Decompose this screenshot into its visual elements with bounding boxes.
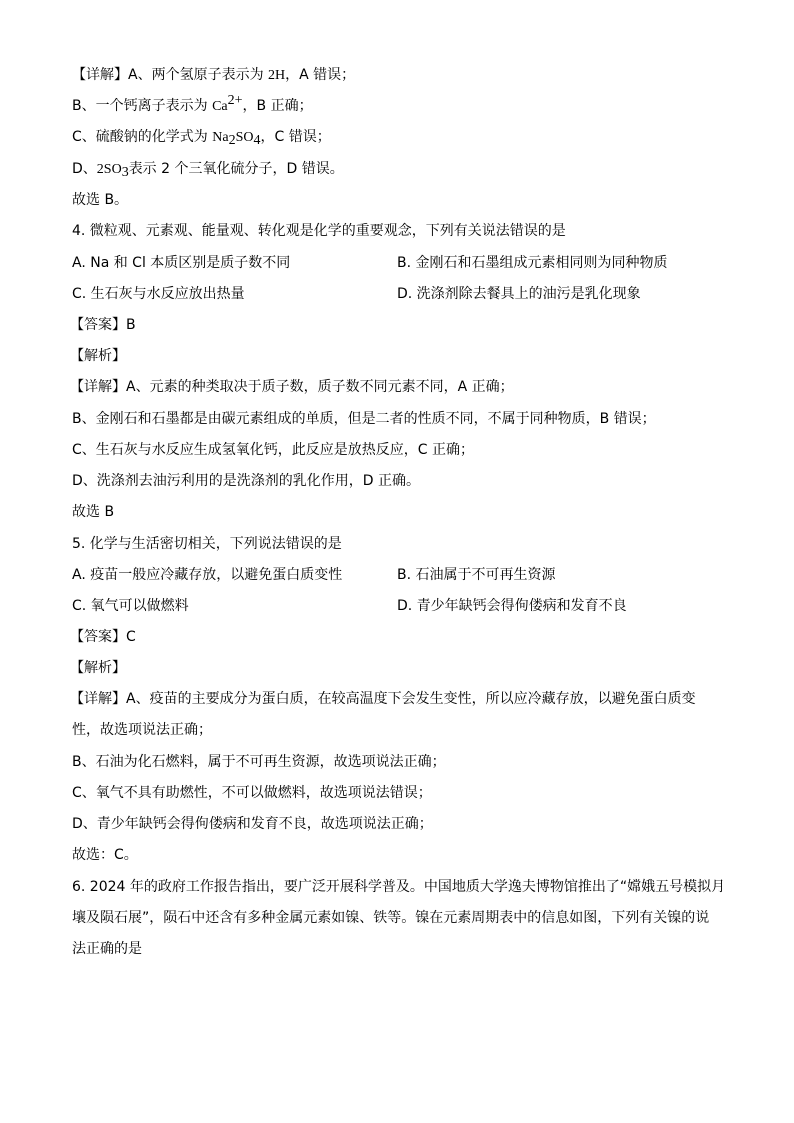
q4-options-row-2 xyxy=(72,284,732,304)
q4-option-c: C. 生石灰与水反应放出热量 xyxy=(72,286,245,302)
text: C、硫酸钠的化学式为 xyxy=(72,129,213,145)
q4-option-a: A. Na 和 Cl 本质区别是质子数不同 xyxy=(72,255,291,271)
q5-detail-line: 【详解】A、疫苗的主要成分为蛋白质，在较高温度下会发生变性，所以应冷藏存放，以避免蛋白质变 xyxy=(70,691,696,707)
q6-stem-line: 法正确的是 xyxy=(72,941,142,957)
q4-option-d: D. 洗涤剂除去餐具上的油污是乳化现象 xyxy=(397,286,641,302)
formula: 2H xyxy=(268,68,286,83)
q6-stem-line: 6. 2024 年的政府工作报告指出，要广泛开展科学普及。中国地质大学逸夫博物馆推出了“嫦娥五号模拟月 xyxy=(72,879,726,895)
q3-detail-line-c xyxy=(72,127,331,147)
q4-answer: 【答案】B xyxy=(70,317,136,333)
text: ，C 错误； xyxy=(260,129,331,145)
q5-option-c: C. 氧气可以做燃料 xyxy=(72,598,189,614)
q3-detail-line-d xyxy=(72,159,344,179)
q5-option-b: B. 石油属于不可再生资源 xyxy=(397,567,556,583)
formula: 2SO xyxy=(96,162,122,177)
q5-option-a: A. 疫苗一般应冷藏存放，以避免蛋白质变性 xyxy=(72,567,343,583)
formula-subscript: 2 xyxy=(228,133,236,148)
formula-subscript: 3 xyxy=(121,165,129,180)
q5-detail-line: 性，故选项说法正确； xyxy=(72,722,212,738)
formula-subscript: 4 xyxy=(253,133,261,148)
q3-conclusion: 故选 B。 xyxy=(72,192,129,208)
q4-detail-line: B、金刚石和石墨都是由碳元素组成的单质，但是二者的性质不同，不属于同种物质，B 错误； xyxy=(72,411,656,427)
q5-analysis-label: 【解析】 xyxy=(70,660,126,676)
formula: SO xyxy=(235,130,254,145)
q4-analysis-label: 【解析】 xyxy=(70,348,126,364)
text: ，B 正确； xyxy=(242,98,313,114)
q5-answer: 【答案】C xyxy=(70,629,136,645)
q5-detail-line: B、石油为化石燃料，属于不可再生资源，故选项说法正确； xyxy=(72,754,446,770)
formula: Ca xyxy=(212,99,228,114)
q4-option-b: B. 金刚石和石墨组成元素相同则为同种物质 xyxy=(397,255,668,271)
q5-conclusion: 故选：C。 xyxy=(72,847,138,863)
text: 【详解】A、两个氢原子表示为 xyxy=(72,67,269,83)
q5-stem: 5. 化学与生活密切相关，下列说法错误的是 xyxy=(72,536,342,552)
formula-superscript: 2+ xyxy=(227,93,243,108)
text: ，A 错误； xyxy=(285,67,356,83)
q4-detail-line: 【详解】A、元素的种类取决于质子数，质子数不同元素不同，A 正确； xyxy=(70,379,514,395)
q4-stem: 4. 微粒观、元素观、能量观、转化观是化学的重要观念，下列有关说法错误的是 xyxy=(72,223,566,239)
q4-conclusion: 故选 B xyxy=(72,504,115,520)
q5-option-d: D. 青少年缺钙会得佝偻病和发育不良 xyxy=(397,598,627,614)
q4-detail-line: C、生石灰与水反应生成氢氧化钙，此反应是放热反应，C 正确； xyxy=(72,442,474,458)
text: B、一个钙离子表示为 xyxy=(72,98,213,114)
q5-detail-line: D、青少年缺钙会得佝偻病和发育不良，故选项说法正确； xyxy=(72,816,433,832)
formula: Na xyxy=(212,130,229,145)
q4-options-row-1 xyxy=(72,253,732,273)
q5-detail-line: C、氧气不具有助燃性，不可以做燃料，故选项说法错误； xyxy=(72,785,432,801)
q3-detail-line-b xyxy=(72,93,313,116)
q5-options-row-1 xyxy=(72,565,732,585)
q3-detail-line-a xyxy=(72,65,355,85)
text: 表示 2 个三氧化硫分子，D 错误。 xyxy=(128,161,344,177)
q4-detail-line: D、洗涤剂去油污利用的是洗涤剂的乳化作用，D 正确。 xyxy=(72,473,421,489)
text: D、 xyxy=(72,161,97,177)
q5-options-row-2 xyxy=(72,596,732,616)
q6-stem-line: 壤及陨石展”，陨石中还含有多种金属元素如镍、铁等。镍在元素周期表中的信息如图，下列有关镍的说 xyxy=(72,910,710,926)
